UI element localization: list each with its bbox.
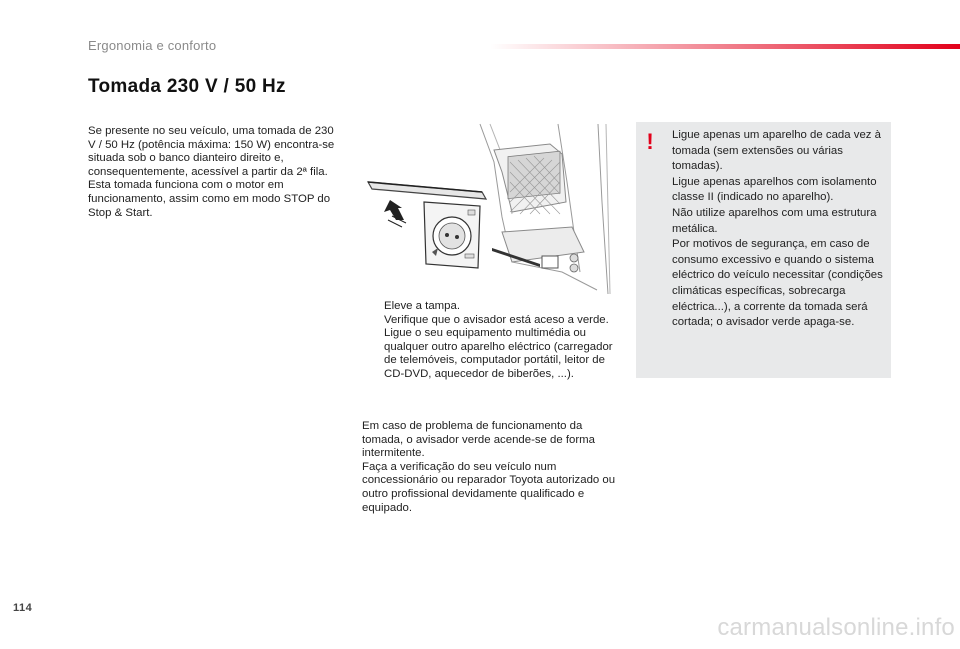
step-text: Ligue o seu equipamento multimédia ou qualquer outro aparelho eléctrico (carregador de telemóveis, computador portátil, leitor de CD-DVD, aquecedor de biberões, ...).	[384, 327, 613, 380]
problem-paragraph: Faça a verificação do seu veículo num concessionário ou reparador Toyota autorizado ou outro profissional devidamente qualificado e equipado.	[362, 460, 616, 514]
page-number: 114	[13, 602, 33, 614]
warning-line: Por motivos de segurança, em caso de consumo excessivo e quando o sistema eléctrico do veículo necessitar (condições climáticas específicas, sobrecarga eléctrica...), a corrente da tomada será cortada; o avisador verde apaga-se.	[672, 238, 883, 329]
page-title: Tomada 230 V / 50 Hz	[88, 76, 286, 97]
list-item	[362, 314, 620, 328]
problem-text	[362, 420, 620, 515]
socket-illustration	[362, 122, 614, 294]
warning-box	[636, 122, 891, 378]
intro-text	[88, 125, 343, 220]
list-item	[362, 327, 620, 381]
problem-paragraph: Em caso de problema de funcionamento da tomada, o avisador verde acende-se de forma intermitente.	[362, 420, 596, 460]
intro-paragraph: Esta tomada funciona com o motor em funcionamento, assim como em modo STOP do Stop & Start.	[88, 179, 331, 219]
steps-list	[362, 300, 620, 382]
step-text: Eleve a tampa.	[384, 300, 460, 312]
lift-arrow-icon	[384, 200, 406, 227]
section-header: Ergonomia e conforto	[88, 38, 217, 53]
warning-line: Não utilize aparelhos com uma estrutura metálica.	[672, 206, 877, 235]
warning-text	[672, 128, 884, 331]
warning-line: Ligue apenas aparelhos com isolamento classe II (indicado no aparelho).	[672, 175, 877, 204]
header-accent-bar	[490, 44, 960, 49]
step-text: Verifique que o avisador está aceso a verde.	[384, 313, 609, 326]
warning-icon: !	[646, 129, 654, 154]
list-item	[362, 300, 620, 314]
watermark: carmanualsonline.info	[717, 614, 955, 641]
warning-line: Ligue apenas um aparelho de cada vez à tomada (sem extensões ou várias tomadas).	[672, 129, 881, 173]
intro-paragraph: Se presente no seu veículo, uma tomada de 230 V / 50 Hz (potência máxima: 150 W) encontra-se situada sob o banco dianteiro direito e, consequentemente, acessível a partir da 2ª fila.	[88, 125, 335, 178]
